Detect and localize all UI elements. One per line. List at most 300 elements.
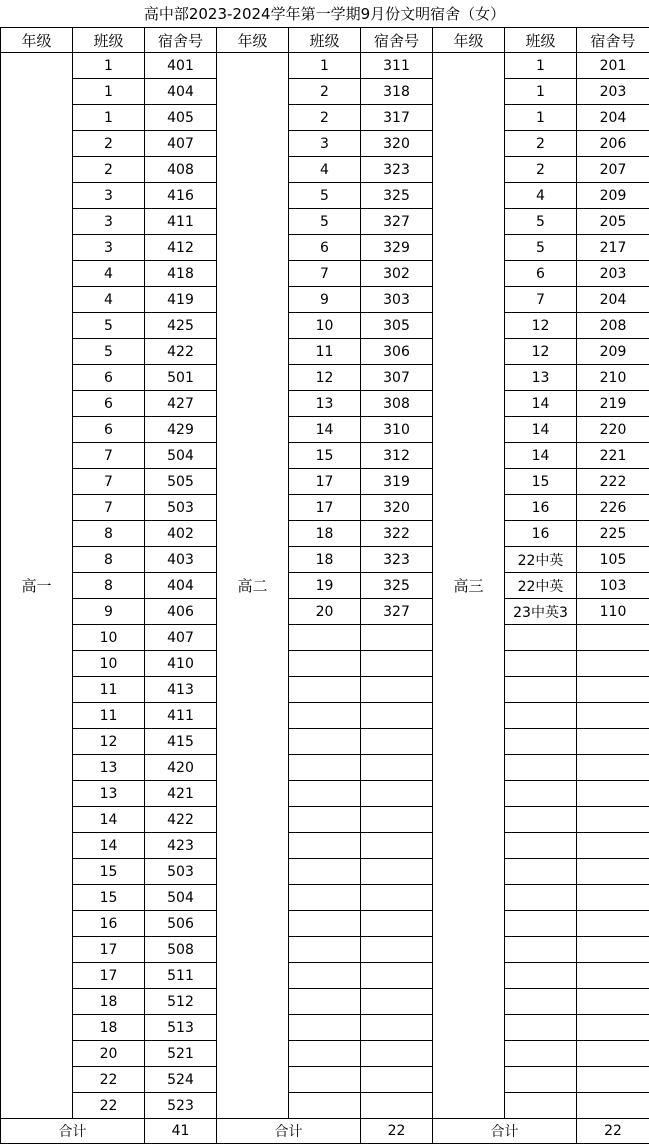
class-cell [289,833,361,859]
room-cell: 302 [361,261,433,287]
table-row [1,261,649,287]
class-cell [505,677,577,703]
header-grade: 年级 [1,28,73,53]
class-cell: 7 [289,261,361,287]
room-cell [361,625,433,651]
room-cell: 407 [145,625,217,651]
room-cell: 319 [361,469,433,495]
table-row [1,833,649,859]
table-row [1,365,649,391]
class-cell: 3 [73,183,145,209]
class-cell: 9 [73,599,145,625]
room-cell: 201 [577,53,649,79]
room-cell: 203 [577,79,649,105]
class-cell: 14 [505,417,577,443]
room-cell [577,1041,649,1067]
table-row [1,859,649,885]
class-cell [505,859,577,885]
room-cell [577,651,649,677]
room-cell: 421 [145,781,217,807]
table-row [1,157,649,183]
class-cell: 14 [505,391,577,417]
table-row [1,807,649,833]
table-row [1,339,649,365]
room-cell: 203 [577,261,649,287]
table-row [1,391,649,417]
class-cell [289,937,361,963]
room-cell: 403 [145,547,217,573]
table-row [1,625,649,651]
table-row [1,183,649,209]
room-cell: 225 [577,521,649,547]
class-cell [289,755,361,781]
table-row [1,1041,649,1067]
table-row [1,209,649,235]
header-room: 宿舍号 [361,28,433,53]
room-cell [577,1093,649,1119]
header-class: 班级 [289,28,361,53]
room-cell: 503 [145,495,217,521]
room-cell [361,989,433,1015]
class-cell: 16 [505,495,577,521]
total-value: 22 [361,1119,433,1144]
table-row [1,755,649,781]
class-cell: 17 [289,469,361,495]
class-cell: 2 [73,131,145,157]
class-cell [289,885,361,911]
class-cell [505,1015,577,1041]
class-cell: 23中英3 [505,599,577,625]
room-cell: 308 [361,391,433,417]
sheet-title: 高中部2023-2024学年第一学期9月份文明宿舍（女） [143,5,506,23]
total-label: 合计 [217,1119,361,1144]
class-cell: 1 [73,79,145,105]
class-cell: 1 [505,79,577,105]
class-cell: 10 [289,313,361,339]
room-cell: 415 [145,729,217,755]
room-cell: 320 [361,495,433,521]
class-cell: 4 [505,183,577,209]
table-row [1,313,649,339]
room-cell [577,729,649,755]
class-cell: 15 [73,885,145,911]
room-cell: 220 [577,417,649,443]
class-cell: 5 [289,209,361,235]
class-cell: 6 [289,235,361,261]
table-row [1,469,649,495]
class-cell [289,1093,361,1119]
class-cell: 15 [289,443,361,469]
room-cell [577,963,649,989]
class-cell: 18 [73,989,145,1015]
room-cell [361,729,433,755]
class-cell [505,651,577,677]
room-cell: 505 [145,469,217,495]
room-cell: 103 [577,573,649,599]
class-cell: 13 [289,391,361,417]
class-cell: 1 [289,53,361,79]
room-cell [361,963,433,989]
class-cell [289,781,361,807]
class-cell: 6 [73,391,145,417]
room-cell [361,781,433,807]
room-cell: 307 [361,365,433,391]
room-cell [577,755,649,781]
room-cell [577,807,649,833]
class-cell: 13 [73,755,145,781]
room-cell [361,1067,433,1093]
table-row [1,989,649,1015]
room-cell: 305 [361,313,433,339]
class-cell [505,807,577,833]
room-cell [361,677,433,703]
room-cell [361,755,433,781]
total-value: 22 [577,1119,649,1144]
class-cell [289,911,361,937]
class-cell [289,1015,361,1041]
class-cell: 3 [289,131,361,157]
class-cell: 11 [73,677,145,703]
table-row [1,235,649,261]
class-cell: 16 [73,911,145,937]
room-cell [361,1015,433,1041]
room-cell: 312 [361,443,433,469]
table-row [1,781,649,807]
class-cell [505,729,577,755]
class-cell: 12 [505,339,577,365]
header-grade: 年级 [433,28,505,53]
room-cell: 429 [145,417,217,443]
class-cell: 12 [73,729,145,755]
class-cell [289,625,361,651]
room-cell [577,625,649,651]
table-row [1,885,649,911]
table-row [1,443,649,469]
room-cell: 503 [145,859,217,885]
class-cell: 7 [505,287,577,313]
class-cell: 3 [73,209,145,235]
room-cell: 327 [361,209,433,235]
table-row [1,573,649,599]
room-cell: 412 [145,235,217,261]
room-cell: 317 [361,105,433,131]
room-cell: 226 [577,495,649,521]
grade-cell: 高一 [1,53,73,1119]
table-row [1,79,649,105]
class-cell [289,1041,361,1067]
table-row [1,703,649,729]
room-cell [361,911,433,937]
class-cell: 6 [73,365,145,391]
table-body [1,53,649,1144]
class-cell: 2 [289,79,361,105]
room-cell: 219 [577,391,649,417]
class-cell: 4 [289,157,361,183]
class-cell: 11 [289,339,361,365]
class-cell [289,859,361,885]
class-cell: 14 [505,443,577,469]
room-cell: 405 [145,105,217,131]
room-cell: 329 [361,235,433,261]
room-cell: 110 [577,599,649,625]
class-cell: 2 [505,157,577,183]
table-row [1,599,649,625]
room-cell: 205 [577,209,649,235]
class-cell: 13 [73,781,145,807]
class-cell: 2 [73,157,145,183]
class-cell [505,937,577,963]
room-cell [577,677,649,703]
header-grade: 年级 [217,28,289,53]
room-cell: 323 [361,157,433,183]
class-cell [505,703,577,729]
room-cell: 311 [361,53,433,79]
class-cell: 14 [289,417,361,443]
table-row [1,521,649,547]
class-cell: 5 [73,313,145,339]
class-cell: 12 [289,365,361,391]
class-cell: 8 [73,521,145,547]
class-cell: 15 [73,859,145,885]
class-cell [505,625,577,651]
header-room: 宿舍号 [577,28,649,53]
table-row [1,495,649,521]
room-cell: 322 [361,521,433,547]
class-cell: 18 [289,547,361,573]
class-cell: 22 [73,1067,145,1093]
table-row [1,651,649,677]
class-cell: 7 [73,469,145,495]
class-cell: 5 [73,339,145,365]
room-cell: 221 [577,443,649,469]
class-cell: 20 [289,599,361,625]
class-cell: 15 [505,469,577,495]
room-cell: 310 [361,417,433,443]
room-cell: 320 [361,131,433,157]
class-cell [289,1067,361,1093]
total-label: 合计 [1,1119,145,1144]
room-cell: 325 [361,183,433,209]
room-cell: 508 [145,937,217,963]
room-cell: 422 [145,339,217,365]
total-label: 合计 [433,1119,577,1144]
room-cell [577,703,649,729]
class-cell [505,989,577,1015]
room-cell [577,781,649,807]
room-cell [361,651,433,677]
header-class: 班级 [73,28,145,53]
grade-cell: 高二 [217,53,289,1119]
header-class: 班级 [505,28,577,53]
class-cell: 1 [73,53,145,79]
grade-cell: 高三 [433,53,505,1119]
class-cell [289,703,361,729]
table-row [1,1015,649,1041]
room-cell: 208 [577,313,649,339]
room-cell: 327 [361,599,433,625]
room-cell: 506 [145,911,217,937]
room-cell [361,807,433,833]
class-cell [289,807,361,833]
room-cell: 222 [577,469,649,495]
room-cell: 423 [145,833,217,859]
class-cell: 5 [505,235,577,261]
class-cell: 4 [73,287,145,313]
class-cell [505,1093,577,1119]
class-cell [505,885,577,911]
room-cell: 318 [361,79,433,105]
class-cell [505,1041,577,1067]
class-cell: 1 [505,105,577,131]
class-cell: 13 [505,365,577,391]
room-cell: 419 [145,287,217,313]
table-row [1,417,649,443]
room-cell: 427 [145,391,217,417]
class-cell: 3 [73,235,145,261]
room-cell: 404 [145,573,217,599]
class-cell: 6 [73,417,145,443]
room-cell: 408 [145,157,217,183]
room-cell [361,937,433,963]
room-cell [361,1093,433,1119]
room-cell: 404 [145,79,217,105]
class-cell: 7 [73,443,145,469]
room-cell: 207 [577,157,649,183]
class-cell: 22 [73,1093,145,1119]
class-cell: 1 [73,105,145,131]
room-cell: 521 [145,1041,217,1067]
room-cell: 425 [145,313,217,339]
header-room: 宿舍号 [145,28,217,53]
room-cell: 524 [145,1067,217,1093]
room-cell: 504 [145,443,217,469]
class-cell [505,755,577,781]
table-row [1,131,649,157]
room-cell: 406 [145,599,217,625]
table-row [1,105,649,131]
class-cell: 22中英 [505,573,577,599]
class-cell: 2 [505,131,577,157]
class-cell: 4 [73,261,145,287]
room-cell: 206 [577,131,649,157]
room-cell: 303 [361,287,433,313]
room-cell: 217 [577,235,649,261]
room-cell: 402 [145,521,217,547]
class-cell: 8 [73,547,145,573]
table-row [1,937,649,963]
room-cell: 511 [145,963,217,989]
table-row [1,53,649,79]
room-cell: 325 [361,573,433,599]
room-cell: 411 [145,703,217,729]
room-cell [577,911,649,937]
table-row [1,911,649,937]
class-cell: 22中英 [505,547,577,573]
room-cell [577,937,649,963]
table-row [1,677,649,703]
room-cell: 422 [145,807,217,833]
table-row [1,963,649,989]
room-cell [577,1067,649,1093]
room-cell: 513 [145,1015,217,1041]
class-cell: 17 [73,937,145,963]
class-cell: 18 [73,1015,145,1041]
class-cell: 7 [73,495,145,521]
class-cell: 20 [73,1041,145,1067]
room-cell: 306 [361,339,433,365]
class-cell: 11 [73,703,145,729]
table-row [1,287,649,313]
room-cell: 411 [145,209,217,235]
class-cell: 5 [505,209,577,235]
room-cell: 504 [145,885,217,911]
class-cell: 19 [289,573,361,599]
total-row [1,1119,649,1144]
room-cell: 410 [145,651,217,677]
class-cell: 17 [73,963,145,989]
class-cell [289,729,361,755]
room-cell: 416 [145,183,217,209]
room-cell: 418 [145,261,217,287]
room-cell: 323 [361,547,433,573]
class-cell: 12 [505,313,577,339]
room-cell: 105 [577,547,649,573]
class-cell: 14 [73,833,145,859]
room-cell [361,885,433,911]
room-cell: 512 [145,989,217,1015]
room-cell: 523 [145,1093,217,1119]
room-cell [577,1015,649,1041]
class-cell: 8 [73,573,145,599]
table-row [1,547,649,573]
room-cell [361,833,433,859]
class-cell [505,911,577,937]
room-cell [577,859,649,885]
room-cell: 204 [577,287,649,313]
room-cell: 209 [577,183,649,209]
room-cell: 209 [577,339,649,365]
class-cell [289,677,361,703]
total-value: 41 [145,1119,217,1144]
room-cell [361,1041,433,1067]
room-cell: 501 [145,365,217,391]
room-cell: 420 [145,755,217,781]
room-cell [577,833,649,859]
dormitory-table [0,27,649,1144]
class-cell [505,1067,577,1093]
class-cell: 1 [505,53,577,79]
class-cell [289,989,361,1015]
room-cell: 401 [145,53,217,79]
class-cell [505,833,577,859]
room-cell [577,989,649,1015]
room-cell [361,703,433,729]
room-cell [577,885,649,911]
room-cell: 204 [577,105,649,131]
table-row [1,1093,649,1119]
class-cell: 17 [289,495,361,521]
class-cell [505,781,577,807]
class-cell [289,651,361,677]
class-cell: 2 [289,105,361,131]
class-cell: 14 [73,807,145,833]
class-cell: 10 [73,651,145,677]
class-cell: 16 [505,521,577,547]
room-cell: 407 [145,131,217,157]
header-row [1,28,649,53]
table-row [1,1067,649,1093]
room-cell: 413 [145,677,217,703]
